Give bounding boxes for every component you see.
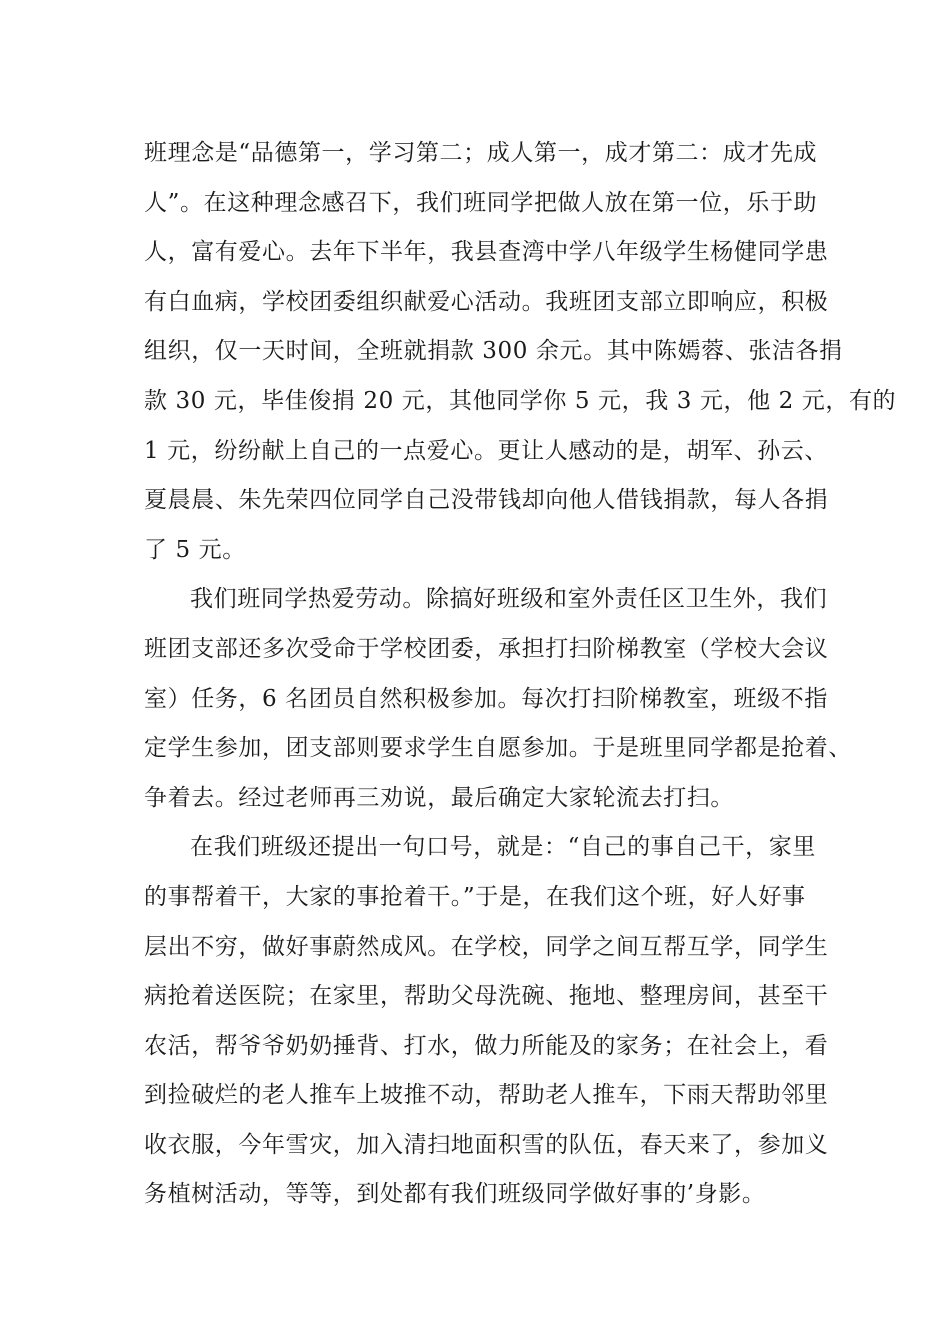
paragraph-3 xyxy=(144,823,829,1220)
text-line: 争着去。经过老师再三劝说，最后确定大家轮流去打扫。 xyxy=(144,784,734,811)
text-line: 人”。在这种理念感召下，我们班同学把做人放在第一位，乐于助 xyxy=(144,189,818,216)
text-line: 款 30 元，毕佳俊捐 20 元，其他同学你 5 元，我 3 元，他 2 元，有的 xyxy=(144,387,897,414)
text-line: 病抢着送医院；在家里，帮助父母洗碗、拖地、整理房间，甚至干 xyxy=(144,983,829,1010)
text-line: 务植树活动，等等，到处都有我们班级同学做好事的’身影。 xyxy=(144,1181,766,1208)
text-line: 定学生参加，团支部则要求学生自愿参加。于是班里同学都是抢着、 xyxy=(144,735,852,762)
text-line: 人，富有爱心。去年下半年，我县查湾中学八年级学生杨健同学患 xyxy=(144,239,829,266)
text-line: 在我们班级还提出一句口号，就是：“自己的事自己干，家里 xyxy=(190,834,816,861)
text-line: 室）任务，6 名团员自然积极参加。每次打扫阶梯教室，班级不指 xyxy=(144,685,828,712)
text-line: 班团支部还多次受命于学校团委，承担打扫阶梯教室（学校大会议 xyxy=(144,635,829,662)
paragraph-1 xyxy=(144,129,897,575)
text-line: 我们班同学热爱劳动。除搞好班级和室外责任区卫生外，我们 xyxy=(190,586,828,613)
text-line: 夏晨晨、朱先荣四位同学自己没带钱却向他人借钱捐款，每人各捐 xyxy=(144,487,829,514)
document-body xyxy=(144,129,897,1220)
text-line: 组织，仅一天时间，全班就捐款 300 余元。其中陈嫣蓉、张洁各捐 xyxy=(144,338,843,365)
text-line: 收衣服，今年雪灾，加入清扫地面积雪的队伍，春天来了，参加义 xyxy=(144,1131,829,1158)
paragraph-2 xyxy=(144,575,852,823)
text-line: 的事帮着干，大家的事抢着干。”于是，在我们这个班，好人好事 xyxy=(144,883,806,910)
text-line: 1 元，纷纷献上自己的一点爱心。更让人感动的是，胡军、孙云、 xyxy=(144,437,828,464)
text-line: 层出不穷，做好事蔚然成风。在学校，同学之间互帮互学，同学生 xyxy=(144,933,829,960)
text-line: 农活，帮爷爷奶奶捶背、打水，做力所能及的家务；在社会上，看 xyxy=(144,1032,829,1059)
text-line: 到捡破烂的老人推车上坡推不动，帮助老人推车，下雨天帮助邻里 xyxy=(144,1082,829,1109)
text-line: 了 5 元。 xyxy=(144,536,246,563)
text-line: 班理念是“品德第一，学习第二；成人第一，成才第二：成才先成 xyxy=(144,140,818,166)
text-line: 有白血病，学校团委组织献爱心活动。我班团支部立即响应，积极 xyxy=(144,288,829,315)
